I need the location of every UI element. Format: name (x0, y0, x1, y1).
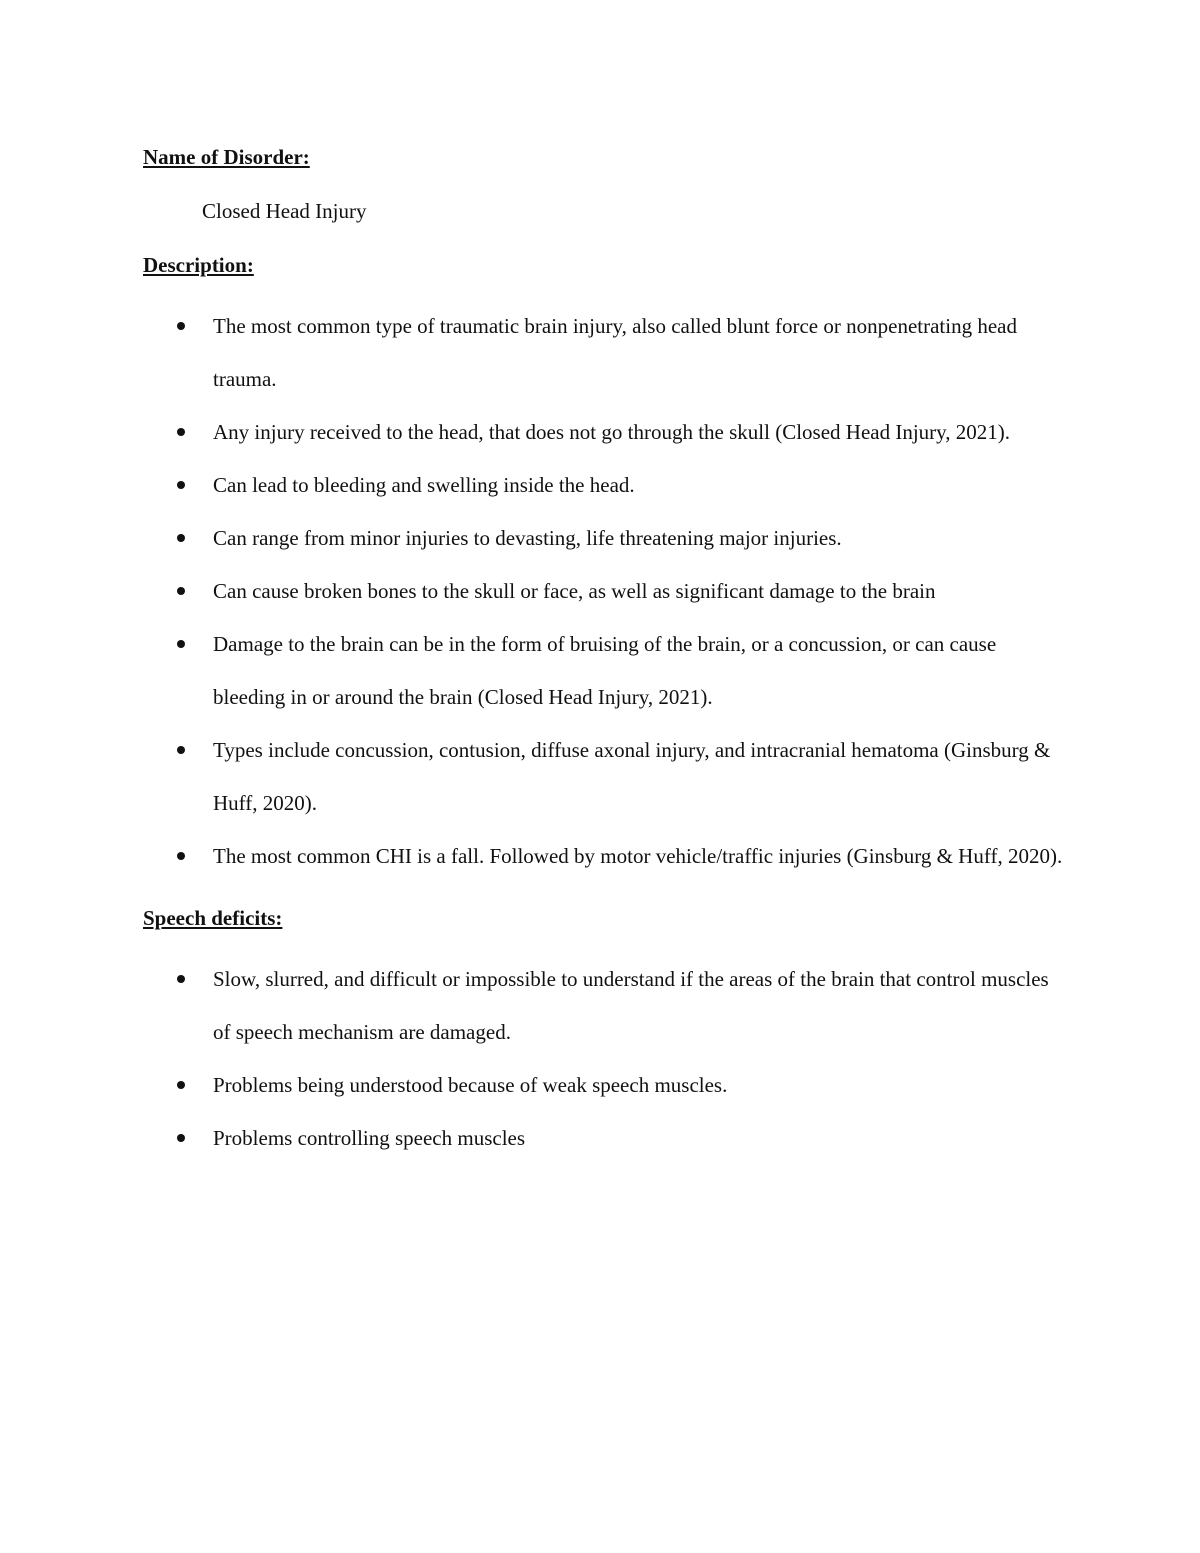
bullet-icon (177, 428, 185, 436)
speech-deficits-list (143, 953, 1063, 1165)
list-item-text: Problems controlling speech muscles (213, 1126, 526, 1150)
list-item (143, 512, 1063, 565)
list-item (143, 406, 1063, 459)
list-item-text: The most common CHI is a fall. Followed by motor vehicle/traffic injuries (Ginsburg & Huff, 2020). (213, 844, 1063, 868)
list-item (143, 300, 1063, 406)
list-item (143, 459, 1063, 512)
list-item-text: Slow, slurred, and difficult or impossible to understand if the areas of the brain that control muscles of speech mechanism are damaged. (213, 967, 1049, 1044)
list-item (143, 565, 1063, 618)
bullet-icon (177, 534, 185, 542)
bullet-icon (177, 975, 185, 983)
list-item-text: Can cause broken bones to the skull or face, as well as significant damage to the brain (213, 579, 936, 603)
bullet-icon (177, 852, 185, 860)
disorder-name: Closed Head Injury (202, 199, 367, 223)
bullet-icon (177, 1081, 185, 1089)
list-item-text: Problems being understood because of weak speech muscles. (213, 1073, 728, 1097)
bullet-icon (177, 640, 185, 648)
document-content (143, 138, 1063, 1181)
list-item-text: Can lead to bleeding and swelling inside the head. (213, 473, 635, 497)
speech-deficits-heading: Speech deficits: (143, 906, 283, 930)
list-item-text: The most common type of traumatic brain injury, also called blunt force or nonpenetrating head trauma. (213, 314, 1017, 391)
bullet-icon (177, 746, 185, 754)
list-item-text: Types include concussion, contusion, diffuse axonal injury, and intracranial hematoma (Ginsburg & Huff, 2020). (213, 738, 1051, 815)
name-of-disorder-heading: Name of Disorder: (143, 145, 310, 169)
list-item-text: Can range from minor injuries to devasting, life threatening major injuries. (213, 526, 842, 550)
bullet-icon (177, 1134, 185, 1142)
list-item (143, 830, 1063, 883)
description-heading: Description: (143, 253, 254, 277)
list-item-text: Any injury received to the head, that does not go through the skull (Closed Head Injury, 2021). (213, 420, 1011, 444)
list-item (143, 1059, 1063, 1112)
bullet-icon (177, 481, 185, 489)
list-item (143, 724, 1063, 830)
list-item-text: Damage to the brain can be in the form of bruising of the brain, or a concussion, or can cause bleeding in or around the brain (Closed Head Injury, 2021). (213, 632, 997, 709)
list-item (143, 953, 1063, 1059)
bullet-icon (177, 587, 185, 595)
list-item (143, 618, 1063, 724)
list-item (143, 1112, 1063, 1165)
description-list (143, 300, 1063, 883)
bullet-icon (177, 322, 185, 330)
